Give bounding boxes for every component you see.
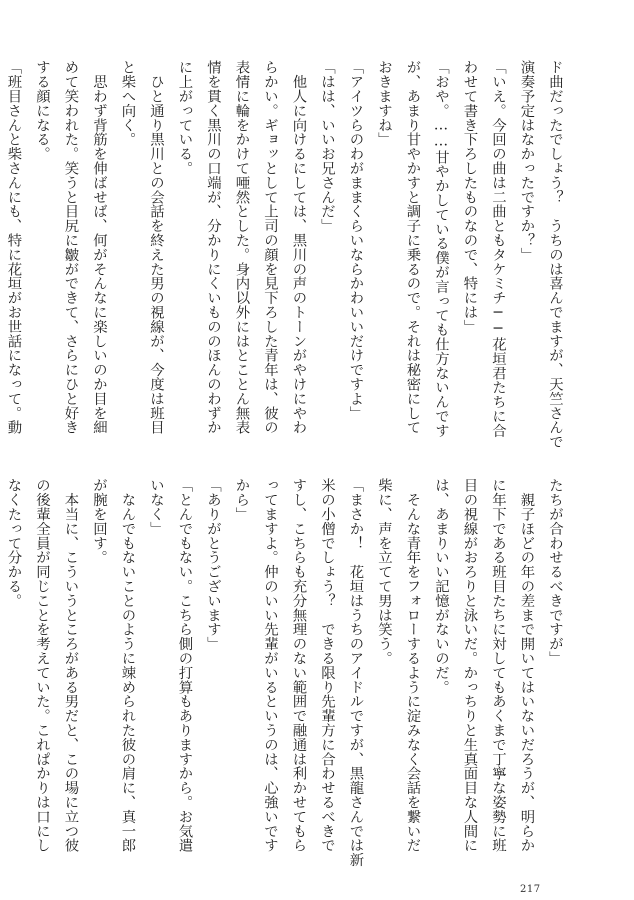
text-line: わせて書き下ろしたものなので、特には」	[461, 60, 478, 334]
text-line: 他人に向けるにしては、黒川の声のトーンがやけにやわ	[290, 60, 307, 435]
text-line: の後輩全員が同じことを考えていた。これぱかりは口にし	[34, 478, 50, 853]
text-line: 「まさか！ 花垣はうちのアイドルですが、黒龍さんでは新	[347, 478, 364, 867]
text-line: たちが合わせるべきですが」	[547, 478, 563, 666]
text-line: 本当に、こういうところがある男だと、この場に立つ彼	[62, 478, 79, 853]
text-line: ひと通り黒川との会話を終えた男の視線が、今度は班目	[148, 60, 164, 435]
upper-text-block	[0, 60, 569, 458]
text-line: なくたって分かる。	[5, 478, 22, 608]
page-number: 217	[520, 884, 541, 895]
text-line: 「ありがとうございます」	[205, 478, 221, 651]
lower-text-block	[0, 478, 569, 876]
text-line: ド曲だったでしょう？ うちのは喜んでますが、天竺さんで	[547, 60, 563, 449]
text-line: 「いえ。今回の曲は二曲ともタケミチ──花垣君たちに合	[490, 60, 506, 438]
text-line: 「おや。……甘やかしている僕が言っても仕方ないんです	[433, 60, 449, 438]
text-line: 米の小僧でしょう？ できる限り先輩方に合わせるべきで	[319, 478, 335, 853]
text-line: なんでもないことのように竦められた彼の肩に、真一郎	[119, 478, 136, 853]
text-line: 柴に、声を立てて男は笑う。	[376, 478, 392, 666]
text-line: 思わず背筋を伸ばせば、何がそんなに楽しいのか目を細	[91, 60, 107, 435]
text-line: 「とんでもない。こちら側の打算もありますから。お気遣	[176, 478, 193, 853]
text-line: から」	[233, 478, 250, 522]
text-line: すし、こちらも充分無理のない範囲で融通は利かせてもら	[290, 478, 307, 853]
text-line: する顔になる。	[34, 60, 50, 161]
text-line: 「アイツらのわがままくらいならかわいいだけですよ」	[347, 60, 364, 420]
text-line: と柴へ向く。	[119, 60, 136, 147]
text-line: 「班目さんと柴さんにも、特に花垣がお世話になって。動	[5, 60, 22, 435]
text-line: 情を貫く黒川の口端が、分かりにくいもののほんのわずか	[205, 60, 221, 435]
text-line: めて笑われた。笑うと目尻に皺ができて、さらにひと好き	[62, 60, 79, 435]
text-line: が、あまり甘やかすと調子に乗るので。それは秘密にして	[404, 60, 421, 435]
text-line: いなく」	[148, 478, 164, 536]
text-line: 親子ほどの年の差まで開いてはいないだろうが、明らか	[518, 478, 535, 853]
text-line: ってますよ。仲のいい先輩がいるというのは、心強いです	[262, 478, 278, 853]
text-line: に年下である班目たちに対してもあくまで丁寧な姿勢に班	[490, 478, 506, 853]
text-line: 演奏予定はなかったですか？」	[518, 60, 535, 262]
text-line: 表情に輪をかけて唖然とした。身内以外にはとことん無表	[233, 60, 250, 435]
text-line: そんな青年をフォローするように淀みなく会話を繋いだ	[404, 478, 421, 853]
text-line: が腕を回す。	[91, 478, 107, 565]
text-line: おきますね」	[376, 60, 392, 147]
text-line: に上がっている。	[176, 60, 193, 176]
text-line: 「はは、いいお兄さんだ」	[319, 60, 335, 233]
text-line: 目の視線がおろりと泳いだ。かっちりと生真面目な人間に	[461, 478, 478, 853]
text-line: らかい。ギョッとして上司の顔を見下ろした青年は、彼の	[262, 60, 278, 435]
text-line: は、あまりいい記憶がないのだ。	[433, 478, 449, 694]
